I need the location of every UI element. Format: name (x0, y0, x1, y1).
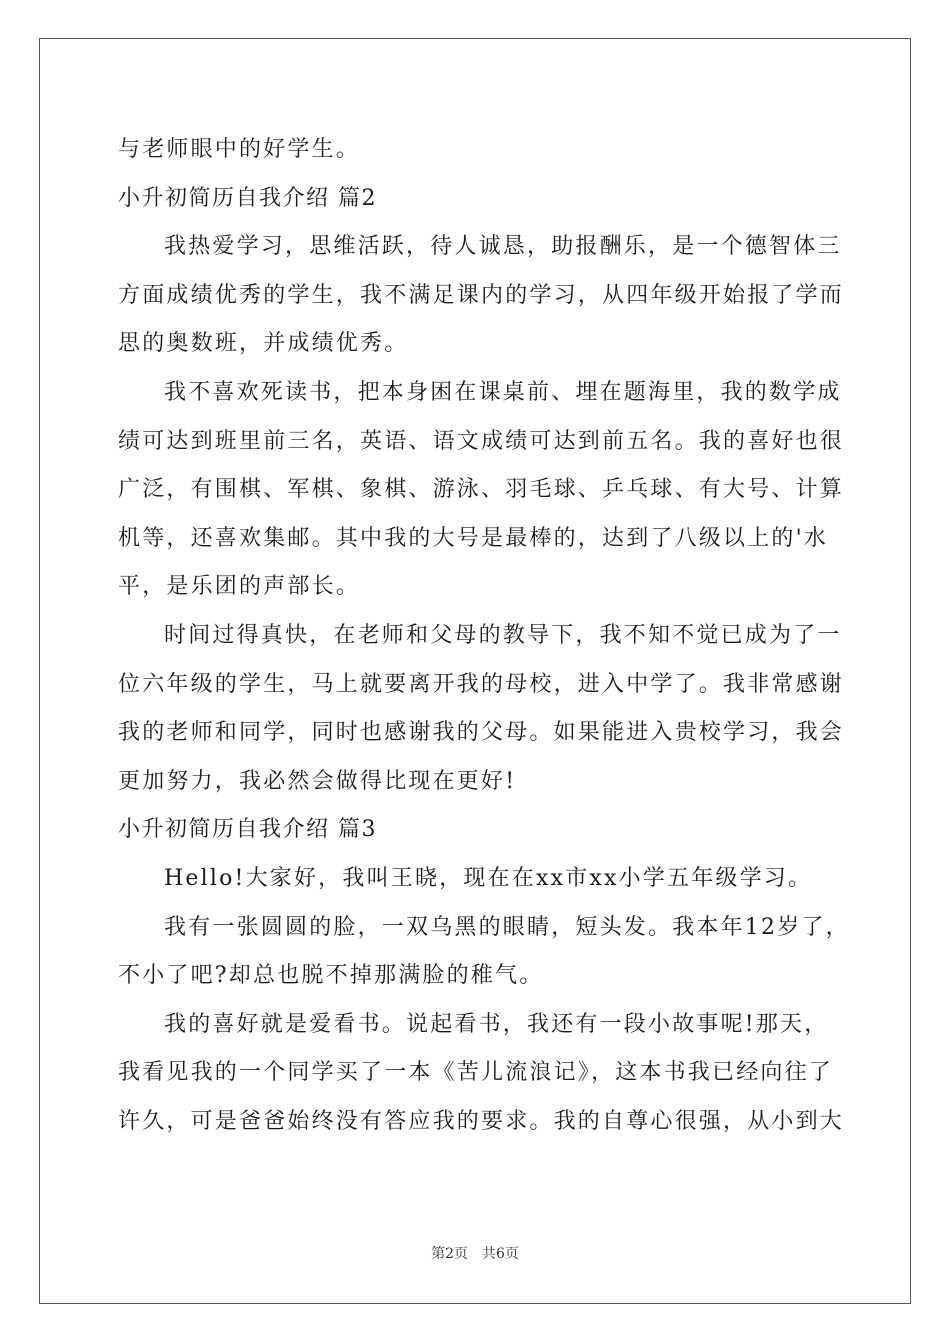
text-line: 我热爱学习，思维活跃，待人诚恳，助报酬乐，是一个德智体三 (164, 234, 842, 260)
section-heading: 小升初简历自我介绍 篇2 (118, 185, 377, 211)
text-line: 方面成绩优秀的学生，我不满足课内的学习，从四年级开始报了学而 (118, 282, 845, 308)
text-line: 我不喜欢死读书，把本身困在课桌前、埋在题海里，我的数学成 (164, 379, 842, 405)
text-line: 我看见我的一个同学买了一本《苦儿流浪记》，这本书我已经向往了 (118, 1060, 834, 1086)
text-line: 广泛，有围棋、军棋、象棋、游泳、羽毛球、乒乓球、有大号、计算 (118, 477, 845, 503)
text-line: 我的老师和同学，同时也感谢我的父母。如果能进入贵校学习，我会 (118, 720, 845, 746)
text-line: Hello!大家好，我叫王晓，现在在xx市xx小学五年级学习。 (164, 865, 813, 891)
text-line: 许久，可是爸爸始终没有答应我的要求。我的自尊心很强，从小到大 (118, 1108, 845, 1134)
page-footer (0, 1243, 950, 1263)
text-line: 我的喜好就是爱看书。说起看书，我还有一段小故事呢!那天， (164, 1011, 829, 1037)
text-line: 位六年级的学生，马上就要离开我的母校，进入中学了。我非常感谢 (118, 671, 845, 697)
document-body (118, 126, 858, 1146)
text-line: 平，是乐团的声部长。 (118, 574, 361, 600)
page-total: 共6页 (482, 1246, 519, 1262)
text-line: 与老师眼中的好学生。 (118, 137, 361, 162)
section-heading: 小升初简历自我介绍 篇3 (118, 817, 377, 843)
page-number: 第2页 (431, 1246, 468, 1262)
text-line: 绩可达到班里前三名，英语、语文成绩可达到前五名。我的喜好也很 (118, 428, 845, 454)
text-line: 思的奥数班，并成绩优秀。 (118, 331, 409, 357)
text-line: 更加努力，我必然会做得比现在更好! (118, 768, 517, 794)
text-line: 机等，还喜欢集邮。其中我的大号是最棒的，达到了八级以上的'水 (118, 525, 829, 551)
text-line: 时间过得真快，在老师和父母的教导下，我不知不觉已成为了一 (164, 622, 842, 648)
text-line: 不小了吧?却总也脱不掉那满脸的稚气。 (118, 963, 544, 989)
text-line: 我有一张圆圆的脸，一双乌黑的眼睛，短头发。我本年12岁了， (164, 914, 850, 940)
